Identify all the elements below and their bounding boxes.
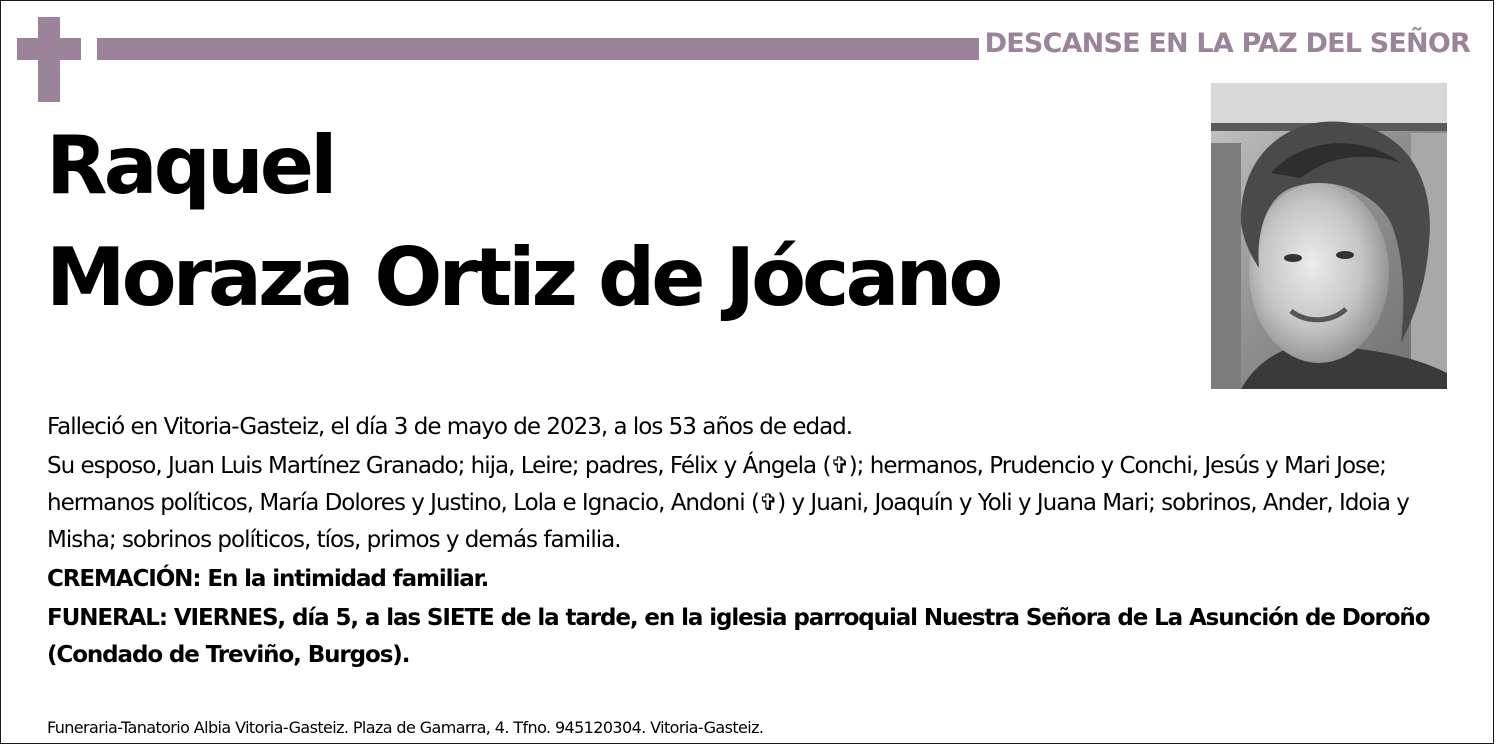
- deceased-surnames: Moraza Ortiz de Jócano: [46, 231, 1000, 324]
- notice-body: [47, 409, 1467, 676]
- portrait-photo: [1211, 83, 1447, 389]
- death-statement: Falleció en Vitoria-Gasteiz, el día 3 de mayo de 2023, a los 53 años de edad.: [47, 414, 853, 440]
- funeral-home-footer: Funeraria-Tanatorio Albia Vitoria-Gasteiz. Plaza de Gamarra, 4. Tfno. 945120304. Vitoria-Gasteiz.: [47, 718, 764, 737]
- funeral-notice: FUNERAL: VIERNES, día 5, a las SIETE de la tarde, en la iglesia parroquial Nuestra Señora de La Asunción de Doroño (Condado de Treviño, Burgos).: [47, 605, 1430, 668]
- deceased-first-name: Raquel: [46, 119, 334, 212]
- cross-horizontal-bar: [17, 38, 81, 60]
- header-title: DESCANSE EN LA PAZ DEL SEÑOR: [984, 28, 1470, 59]
- header-divider-bar: [97, 38, 979, 60]
- cremation-notice: CREMACIÓN: En la intimidad familiar.: [47, 566, 489, 592]
- family-list: Su esposo, Juan Luis Martínez Granado; hija, Leire; padres, Félix y Ángela (✞); hermanos, Prudencio y Conchi, Jesús y Mari Jose; hermanos políticos, María Dolores y Justino, Lola e Ignacio, Andoni (✞) y Juani, Joaquín y Yoli y Juana Mari; sobrinos, Ander, Idoia y Misha; sobrinos políticos, tíos, primos y demás familia.: [47, 453, 1409, 553]
